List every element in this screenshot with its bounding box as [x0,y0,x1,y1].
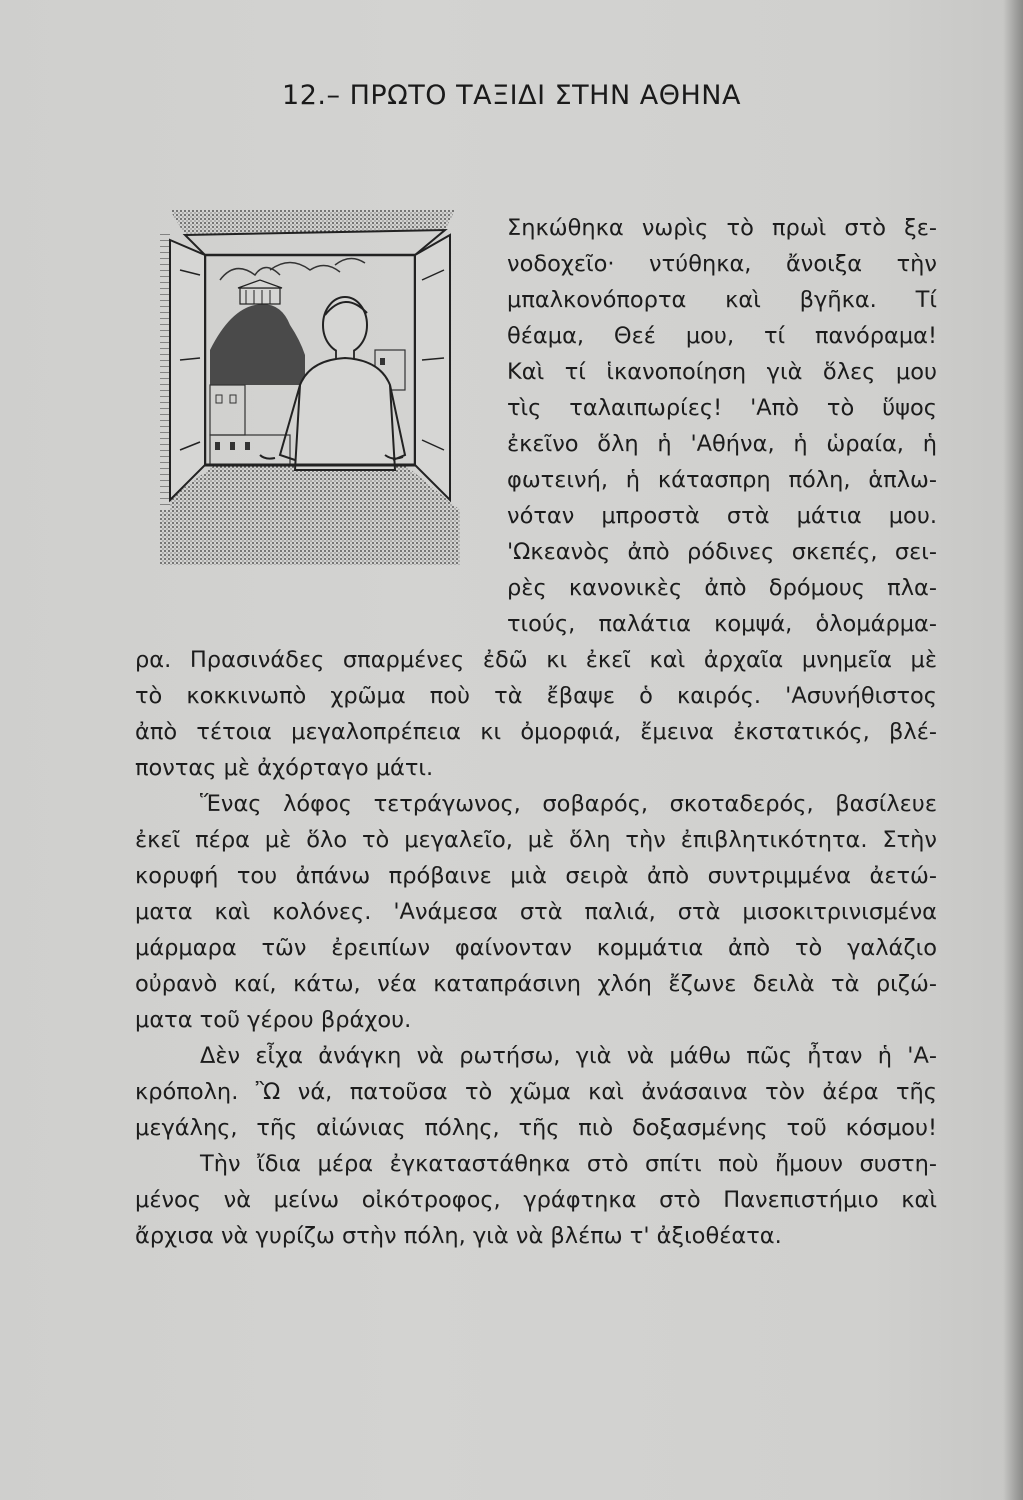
text-line: νοδοχεῖο· ντύθηκα, ἄνοιξα τὴν [507,251,937,277]
page-edge [1003,0,1023,1500]
text-line: ἄρχισα νὰ γυρίζω στὴν πόλη, γιὰ νὰ βλέπω τ' ἀξιοθέατα. [135,1223,782,1249]
text-line: ρα. Πρασινάδες σπαρμένες ἐδῶ κι ἐκεῖ καὶ ἀρχαῖα μνημεῖα μὲ [135,647,937,673]
text-line: κορυφή του ἀπάνω πρόβαινε μιὰ σειρὰ ἀπὸ συντριμμένα ἀετώ- [135,863,937,889]
text-line: οὐρανὸ καί, κάτω, νέα καταπράσινη χλόη ἔζωνε δειλὰ τὰ ριζώ- [135,971,937,997]
text-line: τὶς ταλαιπωρίες! 'Απὸ τὸ ὕψος [507,395,937,421]
text-line: νόταν μπροστὰ στὰ μάτια μου. [507,503,937,529]
text-line: τιούς, παλάτια κομψά, ὁλομάρμα- [507,611,937,637]
text-line: Σηκώθηκα νωρὶς τὸ πρωὶ στὸ ξε- [507,215,937,241]
text-line: τὸ κοκκινωπὸ χρῶμα ποὺ τὰ ἔβαψε ὁ καιρός. 'Ασυνήθιστος [135,683,937,709]
text-line: μεγάλης, τῆς αἰώνιας πόλης, τῆς πιὸ δοξασμένης τοῦ κόσμου! [135,1115,937,1141]
text-line: ματα καὶ κολόνες. 'Ανάμεσα στὰ παλιά, στὰ μισοκιτρινισμένα [135,899,937,925]
text-line: ἐκεῖ πέρα μὲ ὅλο τὸ μεγαλεῖο, μὲ ὅλη τὴν ἐπιβλητικότητα. Στὴν [135,827,937,853]
text-line: μένος νὰ μείνω οἰκότροφος, γράφτηκα στὸ Πανεπιστήμιο καὶ [135,1187,937,1213]
text-line: ματα τοῦ γέρου βράχου. [135,1007,412,1033]
text-line: Δὲν εἶχα ἀνάγκη νὰ ρωτήσω, γιὰ νὰ μάθω πῶς ἦταν ἡ 'Α- [200,1043,937,1069]
text-line: θέαμα, Θεέ μου, τί πανόραμα! [507,323,937,349]
text-line: ποντας μὲ ἀχόρταγο μάτι. [135,755,434,781]
text-line: 'Ωκεανὸς ἀπὸ ρόδινες σκεπές, σει- [507,539,937,565]
text-line: Ἕνας λόφος τετράγωνος, σοβαρός, σκοταδερός, βασίλευε [200,791,937,817]
text-line: μάρμαρα τῶν ἐρειπίων φαίνονταν κομμάτια ἀπὸ τὸ γαλάζιο [135,935,937,961]
text-line: Καὶ τί ἱκανοποίηση γιὰ ὅλες μου [507,359,937,385]
text-line: ἐκεῖνο ὅλη ἡ 'Αθήνα, ἡ ὡραία, ἡ [507,431,937,457]
window-view-acropolis-icon [160,210,460,565]
text-line: Τὴν ἴδια μέρα ἐγκαταστάθηκα στὸ σπίτι ποὺ ἤμουν συστη- [200,1151,937,1177]
text-line: φωτεινή, ἡ κάτασπρη πόλη, ἁπλω- [507,467,937,493]
text-line: ἀπὸ τέτοια μεγαλοπρέπεια κι ὀμορφιά, ἔμεινα ἐκστατικός, βλέ- [135,719,937,745]
text-line: ρὲς κανονικὲς ἀπὸ δρόμους πλα- [507,575,937,601]
text-line: κρόπολη. Ὢ νά, πατοῦσα τὸ χῶμα καὶ ἀνάσαινα τὸν ἀέρα τῆς [135,1079,937,1105]
chapter-title: 12.– ΠΡΩΤΟ ΤΑΞΙΔΙ ΣΤΗΝ ΑΘΗΝΑ [282,80,741,111]
chapter-illustration [160,210,460,565]
text-line: μπαλκονόπορτα καὶ βγῆκα. Τί [507,287,937,313]
